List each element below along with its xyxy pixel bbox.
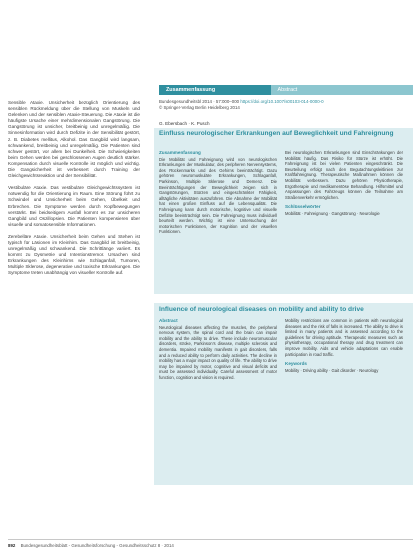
german-summary-heading: Zusammenfassung [159,150,201,155]
english-title: Influence of neurological diseases on mobility and ability to drive [159,306,364,313]
paragraph-sensible-ataxie: Sensible Ataxie. Unsicherheit bezüglich Orientierung des sensiblen Rückmeldung über die Stellung von Muskeln und Gelenken und der sensiblen Ataxie-Steuerung. Die Ataxie ist die häufigste Ursache einer mehrdimensionalen Gangstörung. Die Gangstörung ist unsicher, breitbeinig und unregelmäßig. Die Sinnesinformation wird durch Defizite in der Sensibilität gestört, z. B. Diabetes mellitus, Alkohol. Das Gangbild wird langsam, schwankend, breitbeinig und unregelmäßig. Die Patienten sind schwer gestört, vor allem bei Dunkelheit. Die Schwierigkeiten beim Gehen werden bei geschlossenen Augen deutlich stärker. Kompensation durch visuelle Kontrolle ist möglich und wichtig. Die Gangsicherheit ist verbessert durch Training der Gleichgewichtsreaktion und der Sensibilität. [8,100,140,179]
german-keywords: Mobilität · Fahreignung · Gangstörung · Neurologie [285,210,380,216]
english-abstract-text1: Neurological diseases affecting the muscles, the peripheral nervous system, the spinal cord and the brain can impair mobility and the ability to drive. These include neuromuscular disorders, stroke, Parkinson’s disease, multiple sclerosis and dementia. Impaired mobility manifests in gait disorders, falls and a reduced ability to perform daily activities. The decline in mobility has a major impact on quality of life. The ability to drive may be impaired by motor, cognitive and visual deficits and must be assessed individually. Careful assessment of motor function, cognition and vision is required. [159,324,277,380]
german-keywords-label: Schlüsselwörter [285,204,321,210]
english-abstract-heading: Abstract [159,318,178,323]
tab-zusammenfassung[interactable]: Zusammenfassung [159,85,271,95]
german-summary-col1 [159,150,277,238]
summary-tab-bar [159,85,413,95]
english-abstract-col1 [159,318,277,384]
paragraph-zerebellaere-ataxie: Zerebelläre Ataxie. Unsicherheit beim Gehen und Stehen ist typisch für Läsionen im Kleinhirn. Das Gangbild ist breitbeinig, unregelmäßig und schwankend. Die Schrittlänge variiert. Es kommt zu Dysmetrie und Intentionstremor. Ursachen sind Erkrankungen des Kleinhirns wie Schlaganfall, Tumoren, Multiple Sklerose, degenerative und toxische Erkrankungen. Die Symptome treten unabhängig von visueller Kontrolle auf. [8,233,140,276]
tab-abstract[interactable]: Abstract [271,85,413,95]
footer-divider [8,539,413,540]
page-number: 892 [8,543,16,548]
english-keywords: Mobility · Driving ability · Gait disorder · Neurology [285,367,379,373]
left-text-column [8,100,140,283]
journal-citation: Bundesgesundheitsbl 2014 · 57:000–000 [159,99,240,104]
german-summary-col2 [285,150,403,217]
german-summary-text2: Bei neurologischen Erkrankungen sind Einschränkungen der Mobilität häufig. Das Risiko für Stürze ist erhöht. Die Fahreignung ist bei vielen Patienten eingeschränkt. Die Beurteilung erfolgt nach den Begutachtungsleitlinien zur Kraftfahreignung. Therapeutische Maßnahmen können die Mobilität verbessern. Dazu gehören Physiotherapie, Ergotherapie und medikamentöse Behandlung. Hilfsmittel und Anpassungen des Fahrzeugs können die Teilnahme am Straßenverkehr ermöglichen. [285,150,403,200]
english-keywords-label: Keywords [285,361,307,367]
paragraph-vestibulaere-ataxie: Vestibuläre Ataxie. Das vestibuläre Gleichgewichtssystem ist notwendig für die Orientierung im Raum. Eine Störung führt zu Schwindel und Unsicherheit beim Gehen, Übelkeit und Erbrechen. Die Symptome werden durch Kopfbewegungen verstärkt. Bei beidseitigem Ausfall kommt es zur unsicheren Gangbild und Oszillopsien. Die Patienten kompensieren über visuelle und somatosensible Informationen. [8,185,140,227]
authors: G. Ebersbach · K. Pusch [159,121,210,126]
english-abstract-col2 [285,318,403,373]
german-summary-text1: Die Mobilität und Fahreignung wird von neurologischen Erkrankungen der Muskulatur, des peripheren Nervensystems, des Rückenmarks und des Gehirns beeinträchtigt. Dazu gehören neuromuskuläre Erkrankungen, Schlaganfall, Parkinson, Multiple Sklerose und Demenz. Die Beeinträchtigungen der Beweglichkeit zeigen sich in Gangstörungen, Stürzen und eingeschränkter Fähigkeit, alltägliche Aktivitäten auszuführen. Die Abnahme der Mobilität hat einen großen Einfluss auf die Lebensqualität. Die Fahreignung kann durch motorische, kognitive und visuelle Defizite beeinträchtigt sein. Die Fahreignung muss individuell beurteilt werden. Wichtig ist eine Untersuchung der motorischen Funktionen, der Kognition und der visuellen Funktionen. [159,156,277,235]
footer-journal: Bundesgesundheitsblatt - Gesundheitsforschung - Gesundheitsschutz 8 · 2014 [20,543,174,548]
page-footer [8,543,174,548]
english-abstract-text2: Mobility restrictions are common in patients with neurological diseases and the risk of falls is increased. The ability to drive is limited in many patients and is assessed according to the guidelines for driving aptitude. Therapeutic measures such as physiotherapy, occupational therapy and drug treatment can improve mobility. Aids and vehicle adaptations can enable participation in road traffic. [285,318,403,357]
citation-meta [159,99,409,111]
german-title: Einfluss neurologischer Erkrankungen auf Beweglichkeit und Fahreignung [159,130,394,137]
copyright-line: © Springer-Verlag Berlin Heidelberg 2014 [159,105,240,110]
doi-link[interactable]: https://doi.org/10.1007/s00103-014-0000-0 [240,99,324,104]
